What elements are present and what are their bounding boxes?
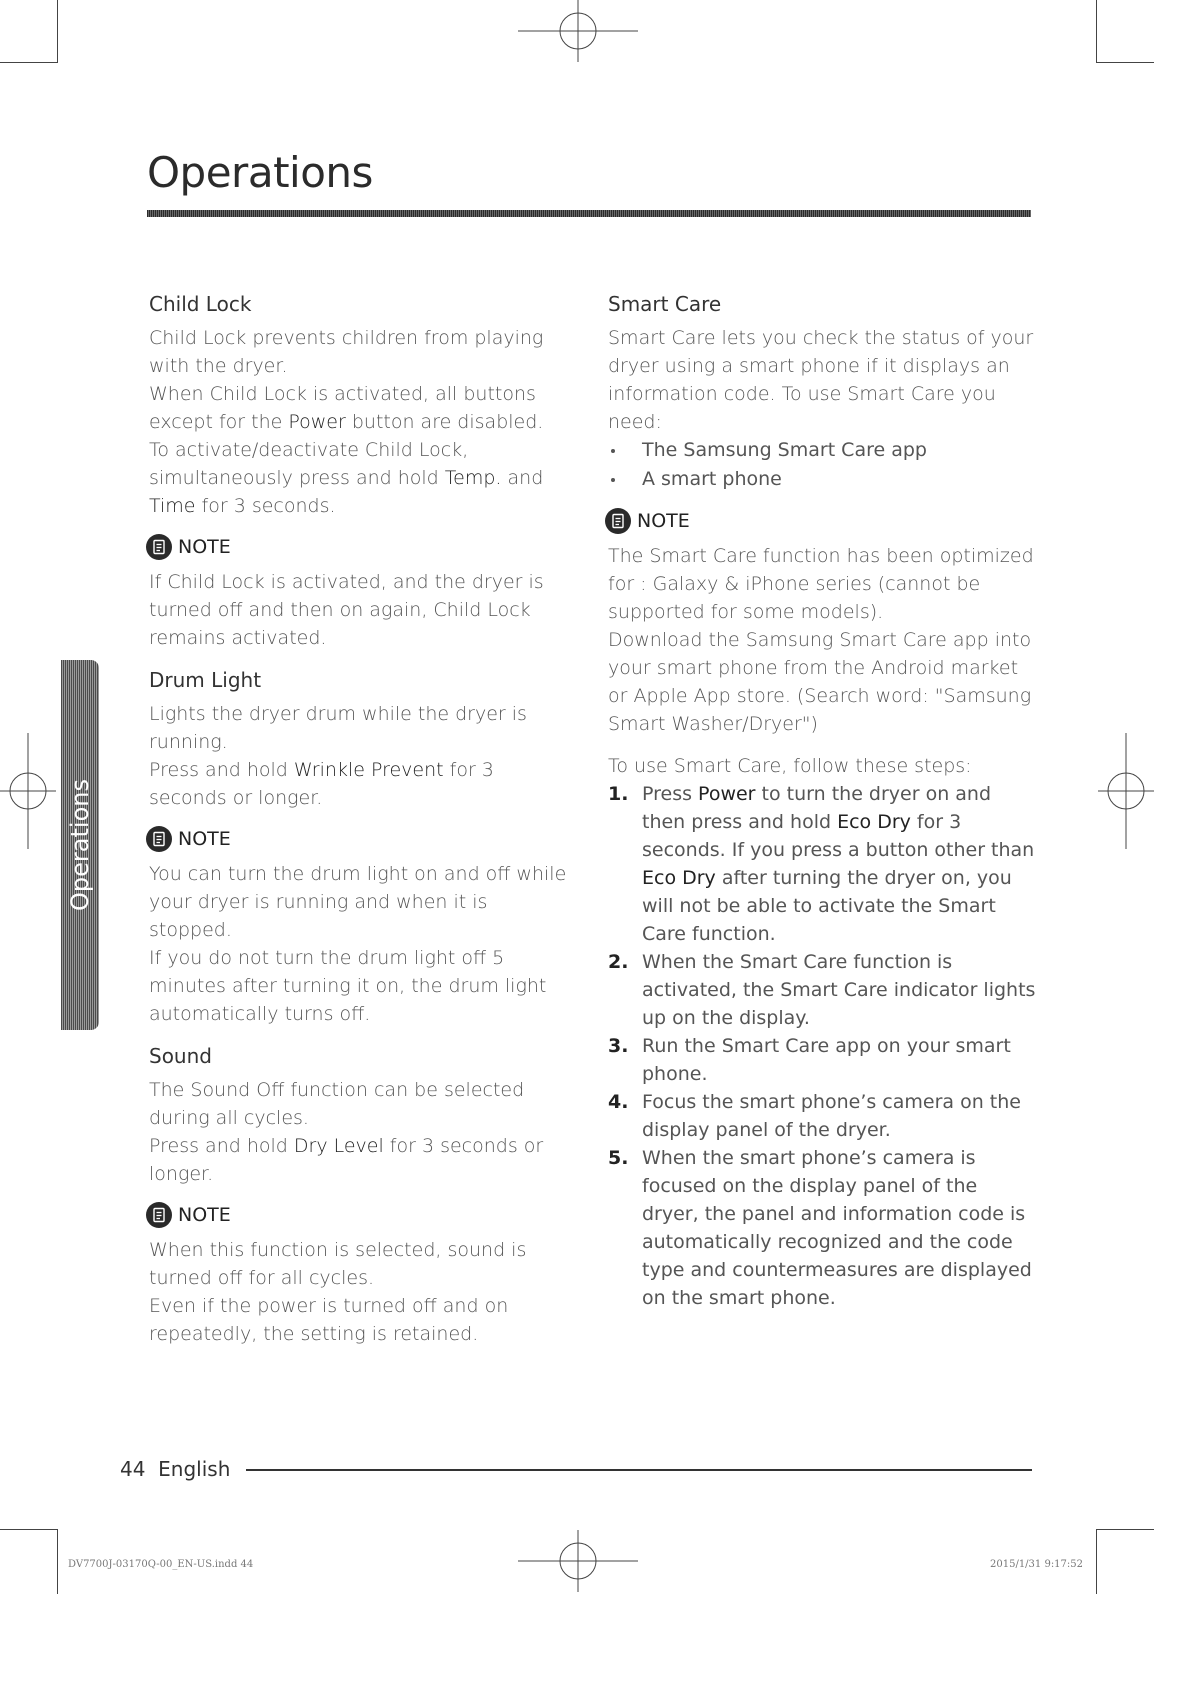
note-text: Even if the power is turned off and on repeatedly, the setting is retained.: [149, 1295, 509, 1345]
paragraph: Child Lock prevents children from playing with the dryer.: [149, 327, 544, 377]
step-number: 4.: [608, 1091, 629, 1113]
step-text: When the Smart Care function is activated, the Smart Care indicator lights up on the display.: [642, 951, 1036, 1029]
note-label: NOTE: [178, 828, 231, 850]
step-text: When the smart phone’s camera is focused on the display panel of the dryer, the panel and information code is automatically recognized and the code type and countermeasures are displayed on the smart phone.: [642, 1147, 1032, 1309]
keyword: Eco Dry: [837, 811, 911, 833]
step-item: [608, 948, 1038, 1032]
crop-mark: [57, 0, 58, 63]
page-footer-label: [120, 1457, 230, 1481]
crop-mark: [0, 1529, 58, 1530]
right-column: [608, 290, 1038, 1312]
crop-mark: [1096, 1529, 1097, 1594]
step-number: 2.: [608, 951, 629, 973]
text-run: and: [501, 467, 544, 489]
list-item: [608, 465, 1038, 494]
list-item: [608, 436, 1038, 465]
step-item: [608, 1144, 1038, 1312]
note-icon: [146, 826, 172, 852]
side-tab-label: Operations: [66, 779, 94, 911]
section-title: Drum Light: [149, 668, 262, 692]
paragraph: The Sound Off function can be selected during all cycles.: [149, 1079, 525, 1129]
footer-rule: [246, 1469, 1032, 1471]
keyword: Wrinkle Prevent: [293, 759, 444, 781]
registration-mark-icon: [518, 0, 638, 62]
text-run: for 3 seconds or longer.: [149, 1135, 544, 1185]
drum-light-section: [149, 666, 569, 1028]
note-text: Download the Samsung Smart Care app into your smart phone from the Android market or Apple App store. (Search word: "Samsung Smart Washer/Dryer"): [608, 629, 1032, 735]
list-item-text: The Samsung Smart Care app: [642, 439, 927, 461]
registration-mark-icon: [1098, 733, 1154, 849]
crop-mark: [1096, 1529, 1154, 1530]
sound-section: [149, 1042, 569, 1348]
step-number: 5.: [608, 1147, 629, 1169]
note-icon: [146, 534, 172, 560]
note-label: NOTE: [178, 536, 231, 558]
list-item-text: A smart phone: [642, 468, 782, 490]
text-run: To activate/deactivate Child Lock, simultaneously press and hold: [149, 439, 469, 489]
note-icon: [605, 508, 631, 534]
note-heading: [146, 532, 569, 562]
text-run: Press and hold: [149, 759, 294, 781]
note-label: NOTE: [637, 510, 690, 532]
note-heading: [146, 1200, 569, 1230]
section-title: Child Lock: [149, 292, 252, 316]
steps-list: [608, 780, 1038, 1312]
paragraph: [149, 436, 569, 520]
keyword: Dry Level: [293, 1135, 384, 1157]
keyword: Power: [288, 411, 346, 433]
step-text: Focus the smart phone’s camera on the display panel of the dryer.: [642, 1091, 1021, 1141]
steps-intro: To use Smart Care, follow these steps:: [608, 755, 972, 777]
note-text: You can turn the drum light on and off while your dryer is running and when it is stopped.: [149, 863, 567, 941]
title-rule: [147, 210, 1031, 217]
left-column: [149, 290, 569, 1348]
note-label: NOTE: [178, 1204, 231, 1226]
text-run: for 3 seconds. If you press a button other than: [642, 811, 1035, 861]
note-icon: [146, 1202, 172, 1228]
note-text: The Smart Care function has been optimized for : Galaxy & iPhone series (cannot be supported for some models).: [608, 545, 1034, 623]
text-run: Press: [642, 783, 699, 805]
keyword: Time: [149, 495, 196, 517]
requirements-list: [608, 436, 1038, 494]
crop-mark: [1096, 62, 1154, 63]
paragraph: [149, 1132, 569, 1188]
note-heading: [146, 824, 569, 854]
smart-care-section: [608, 290, 1038, 1312]
step-text: Run the Smart Care app on your smart phone.: [642, 1035, 1011, 1085]
paragraph: [149, 380, 569, 436]
text-run: after turning the dryer on, you will not be able to activate the Smart Care function.: [642, 867, 1012, 945]
crop-mark: [1096, 0, 1097, 63]
note-heading: [605, 506, 1038, 536]
text-run: Press and hold: [149, 1135, 294, 1157]
crop-mark: [57, 1529, 58, 1594]
keyword: Temp.: [444, 467, 502, 489]
step-item: [608, 1032, 1038, 1088]
text-run: for 3 seconds or longer.: [149, 759, 494, 809]
keyword: Eco Dry: [642, 867, 716, 889]
page-title: Operations: [147, 148, 373, 197]
text-run: for 3 seconds.: [195, 495, 336, 517]
text-run: to turn the dryer on and then press and hold: [642, 783, 992, 833]
paragraph: Smart Care lets you check the status of your dryer using a smart phone if it displays an information code. To use Smart Care you need:: [608, 327, 1034, 433]
section-title: Sound: [149, 1044, 212, 1068]
step-item: [608, 1088, 1038, 1144]
step-number: 3.: [608, 1035, 629, 1057]
child-lock-section: [149, 290, 569, 652]
text-run: button are disabled.: [345, 411, 544, 433]
note-text: If Child Lock is activated, and the dryer is turned off and then on again, Child Lock remains activated.: [149, 571, 544, 649]
page-language: English: [158, 1457, 231, 1481]
paragraph: [149, 756, 569, 812]
section-title: Smart Care: [608, 292, 722, 316]
step-number: 1.: [608, 783, 629, 805]
crop-mark: [0, 62, 58, 63]
print-date-info: 2015/1/31 9:17:52: [990, 1559, 1084, 1570]
note-text: If you do not turn the drum light off 5 minutes after turning it on, the drum light automatically turns off.: [149, 947, 547, 1025]
step-item: [608, 780, 1038, 948]
note-text: When this function is selected, sound is turned off for all cycles.: [149, 1239, 527, 1289]
paragraph: Lights the dryer drum while the dryer is running.: [149, 703, 527, 753]
page-number: 44: [120, 1457, 146, 1481]
text-run: When Child Lock is activated, all buttons except for the: [149, 383, 536, 433]
registration-mark-icon: [0, 733, 56, 849]
keyword: Power: [698, 783, 756, 805]
print-file-info: DV7700J-03170Q-00_EN-US.indd 44: [68, 1559, 254, 1570]
registration-mark-icon: [518, 1530, 638, 1592]
